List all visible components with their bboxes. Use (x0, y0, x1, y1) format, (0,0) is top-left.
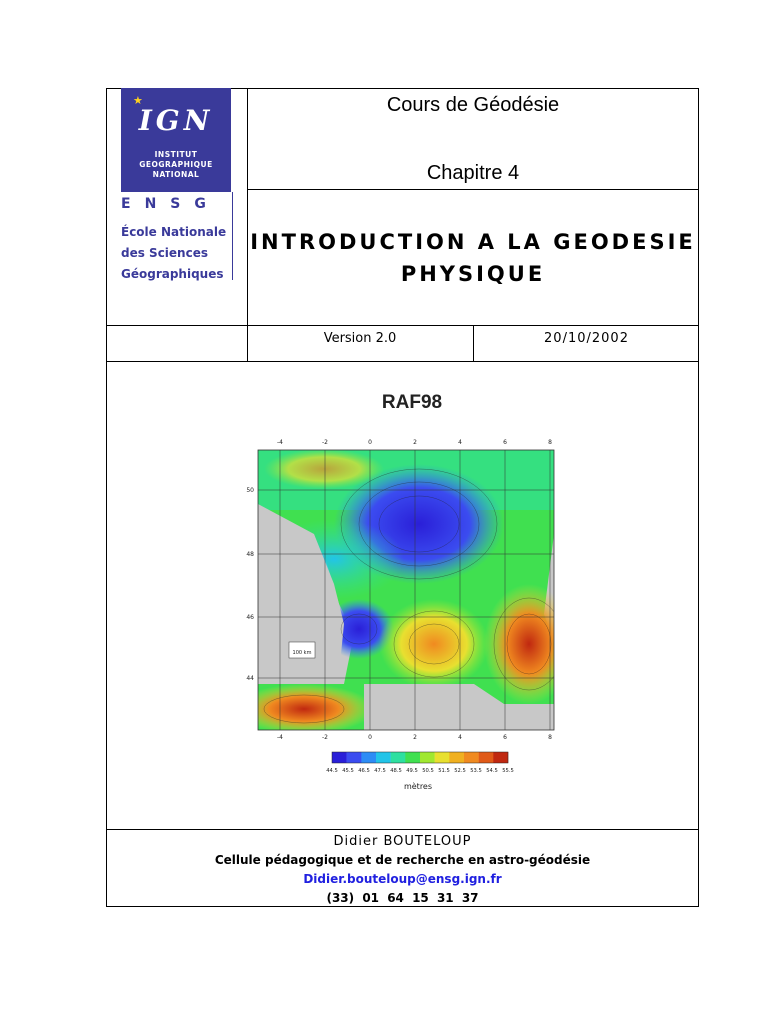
colorbar-swatch (479, 752, 494, 763)
colorbar-swatch (420, 752, 435, 763)
map-y-tick: 48 (246, 551, 254, 558)
ign-ensg-logo (121, 88, 233, 281)
colorbar-tick-label: 46.5 (358, 768, 370, 774)
colorbar-swatch (449, 752, 464, 763)
chapter-label: Chapitre 4 (426, 162, 520, 184)
colorbar-tick-label: 53.5 (470, 768, 482, 774)
colorbar-tick-label: 51.5 (438, 768, 450, 774)
colorbar-swatch (405, 752, 420, 763)
date-label: 20/10/2002 (544, 331, 629, 346)
document-title-line1: INTRODUCTION A LA GEODESIE (250, 230, 696, 254)
colorbar-tick-label: 47.5 (374, 768, 386, 774)
map-x-tick-top: -4 (277, 439, 283, 446)
ign-logo-letters: IGN (138, 104, 214, 137)
author-unit: Cellule pédagogique et de recherche en astro-géodésie (214, 853, 591, 867)
map-x-tick-bottom: 4 (458, 734, 462, 741)
author-phone: (33) 01 64 15 31 37 (326, 891, 479, 905)
colorbar-tick-label: 49.5 (406, 768, 418, 774)
map-x-tick-top: 8 (548, 439, 552, 446)
ensg-rule (232, 192, 233, 280)
header-divider-vertical (247, 88, 248, 361)
raf98-geoid-map (244, 384, 566, 792)
map-x-tick-top: -2 (322, 439, 328, 446)
colorbar-swatch (376, 752, 391, 763)
map-x-tick-top: 0 (368, 439, 372, 446)
colorbar-tick-label: 50.5 (422, 768, 434, 774)
author-name: Didier BOUTELOUP (333, 834, 472, 849)
scale-bar-label: 100 km (292, 650, 312, 656)
map-y-tick: 50 (246, 487, 254, 494)
ign-logo-box (121, 88, 231, 192)
colorbar-swatch (493, 752, 508, 763)
map-x-tick-top: 4 (458, 439, 462, 446)
header-divider-horizontal (247, 189, 699, 190)
colorbar-swatch (464, 752, 479, 763)
colorbar-swatch (435, 752, 450, 763)
colorbar-swatch (347, 752, 362, 763)
ensg-letters: ENSG (121, 196, 220, 212)
ign-logo-subtitle: INSTITUT GEOGRAPHIQUE NATIONAL (139, 150, 213, 179)
map-x-tick-top: 2 (413, 439, 417, 446)
colorbar-tick-label: 52.5 (454, 768, 466, 774)
map-x-tick-bottom: -4 (277, 734, 283, 741)
version-row-bottom (106, 361, 699, 362)
colorbar-tick-label: 54.5 (486, 768, 498, 774)
footer-top (106, 829, 699, 830)
figure-title: RAF98 (381, 392, 443, 413)
course-title: Cours de Géodésie (386, 94, 560, 116)
author-email-link[interactable]: Didier.bouteloup@ensg.ign.fr (303, 872, 502, 886)
star-icon: ★ (133, 94, 143, 107)
ensg-full-name: École Nationale des Sciences Géographiques (121, 225, 227, 281)
map-x-tick-bottom: 6 (503, 734, 507, 741)
colorbar-tick-label: 48.5 (390, 768, 402, 774)
map-x-tick-bottom: 2 (413, 734, 417, 741)
map-x-tick-top: 6 (503, 439, 507, 446)
colorbar-swatch (391, 752, 406, 763)
colorbar-swatch (332, 752, 347, 763)
colorbar-swatch (361, 752, 376, 763)
map-y-tick: 44 (246, 675, 254, 682)
map-area (244, 449, 566, 734)
map-x-tick-bottom: 0 (368, 734, 372, 741)
colorbar-tick-label: 44.5 (326, 768, 338, 774)
map-x-tick-bottom: 8 (548, 734, 552, 741)
colorbar-unit-label: mètres (403, 782, 433, 791)
document-title-line2: PHYSIQUE (400, 262, 546, 286)
map-y-tick: 46 (246, 614, 254, 621)
version-row-top (106, 325, 699, 326)
colorbar-tick-label: 45.5 (342, 768, 354, 774)
colorbar-tick-label: 55.5 (502, 768, 514, 774)
map-x-tick-bottom: -2 (322, 734, 328, 741)
version-label: Version 2.0 (323, 331, 397, 346)
